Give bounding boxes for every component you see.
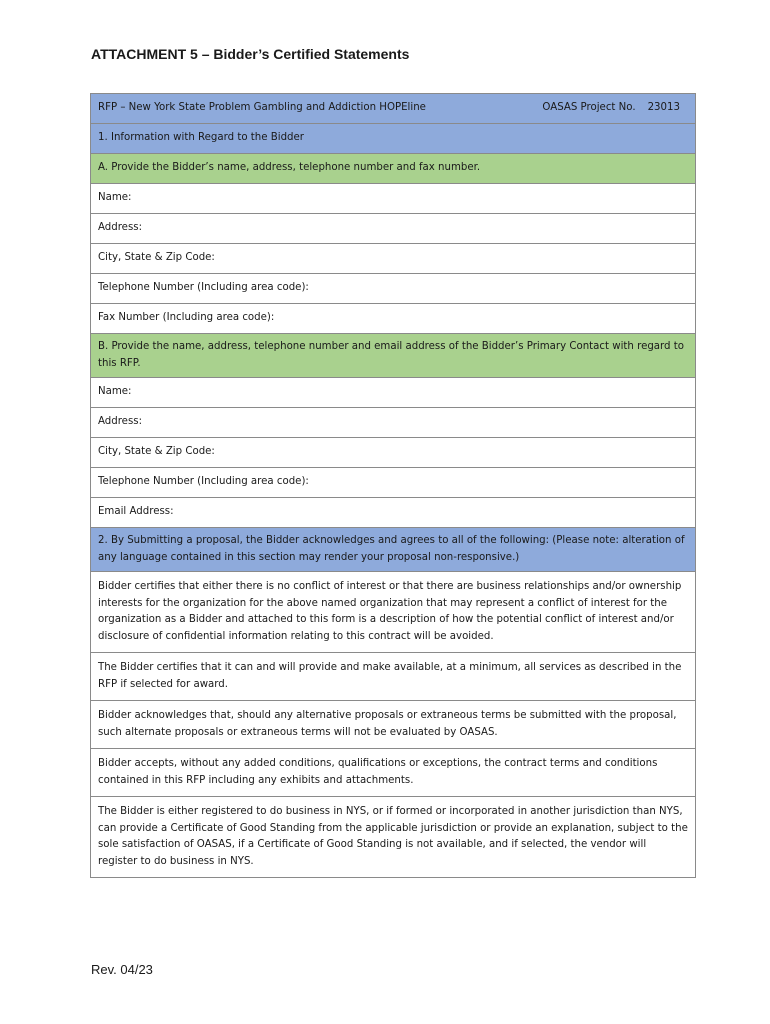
project-number-group bbox=[542, 100, 688, 117]
page-title: ATTACHMENT 5 – Bidder’s Certified Statements bbox=[91, 46, 410, 62]
contact-name-row[interactable] bbox=[91, 378, 696, 408]
statement-row bbox=[91, 653, 696, 701]
statement-services-provision: The Bidder certifies that it can and will provide and make available, at a minimum, all services as described in the RFP if selected for award. bbox=[91, 653, 696, 701]
contact-city-state-zip-row[interactable] bbox=[91, 438, 696, 468]
contact-address-row[interactable] bbox=[91, 408, 696, 438]
part-a-prompt: A. Provide the Bidder’s name, address, telephone number and fax number. bbox=[91, 154, 696, 184]
rfp-title: RFP – New York State Problem Gambling and Addiction HOPEline bbox=[98, 102, 426, 114]
rfp-header-cell bbox=[91, 94, 696, 124]
project-number-label: OASAS Project No. bbox=[542, 102, 636, 114]
statement-row bbox=[91, 572, 696, 653]
statement-row bbox=[91, 749, 696, 797]
bidder-fax-row[interactable] bbox=[91, 304, 696, 334]
section-2-heading-row bbox=[91, 528, 696, 572]
bidder-address-field[interactable]: Address: bbox=[91, 214, 696, 244]
part-a-prompt-row bbox=[91, 154, 696, 184]
contact-telephone-row[interactable] bbox=[91, 468, 696, 498]
section-1-heading-row bbox=[91, 124, 696, 154]
contact-email-row[interactable] bbox=[91, 498, 696, 528]
contact-address-field[interactable]: Address: bbox=[91, 408, 696, 438]
statement-row bbox=[91, 701, 696, 749]
bidder-fax-field[interactable]: Fax Number (Including area code): bbox=[91, 304, 696, 334]
statement-alternative-proposals: Bidder acknowledges that, should any alternative proposals or extraneous terms be submitted with the proposal, such alternate proposals or extraneous terms will not be evaluated by OASAS. bbox=[91, 701, 696, 749]
contact-email-field[interactable]: Email Address: bbox=[91, 498, 696, 528]
bidder-name-field[interactable]: Name: bbox=[91, 184, 696, 214]
bidder-city-state-zip-row[interactable] bbox=[91, 244, 696, 274]
revision-footer: Rev. 04/23 bbox=[91, 962, 153, 977]
bidder-telephone-field[interactable]: Telephone Number (Including area code): bbox=[91, 274, 696, 304]
bidder-address-row[interactable] bbox=[91, 214, 696, 244]
contact-city-state-zip-field[interactable]: City, State & Zip Code: bbox=[91, 438, 696, 468]
statement-row bbox=[91, 797, 696, 878]
section-1-heading: 1. Information with Regard to the Bidder bbox=[91, 124, 696, 154]
project-number-value: 23013 bbox=[647, 102, 680, 114]
contact-name-field[interactable]: Name: bbox=[91, 378, 696, 408]
statement-contract-terms: Bidder accepts, without any added conditions, qualifications or exceptions, the contract terms and conditions contained in this RFP including any exhibits and attachments. bbox=[91, 749, 696, 797]
statement-nys-registration: The Bidder is either registered to do business in NYS, or if formed or incorporated in another jurisdiction than NYS, can provide a Certificate of Good Standing from the applicable jurisdiction or provide an explanation, subject to the sole satisfaction of OASAS, if a Certificate of Good Standing is not available, and if selected, the vendor will register to do business in NYS. bbox=[91, 797, 696, 878]
part-b-prompt: B. Provide the name, address, telephone number and email address of the Bidder’s Primary Contact with regard to this RFP. bbox=[91, 334, 696, 378]
part-b-prompt-row bbox=[91, 334, 696, 378]
bidder-city-state-zip-field[interactable]: City, State & Zip Code: bbox=[91, 244, 696, 274]
section-2-heading: 2. By Submitting a proposal, the Bidder acknowledges and agrees to all of the following: (Please note: alteration of any language contained in this section may render your proposal non-responsive.) bbox=[91, 528, 696, 572]
rfp-header-row bbox=[91, 94, 696, 124]
contact-telephone-field[interactable]: Telephone Number (Including area code): bbox=[91, 468, 696, 498]
statement-conflict-of-interest: Bidder certifies that either there is no conflict of interest or that there are business relationships and/or ownership interests for the organization for the above named organization that may represent a conflict of interest for the organization as a Bidder and attached to this form is a description of how the potential conflict of interest and/or disclosure of confidential information relating to this contract will be avoided. bbox=[91, 572, 696, 653]
bidder-telephone-row[interactable] bbox=[91, 274, 696, 304]
bidder-name-row[interactable] bbox=[91, 184, 696, 214]
bidder-statements-form bbox=[90, 93, 696, 878]
